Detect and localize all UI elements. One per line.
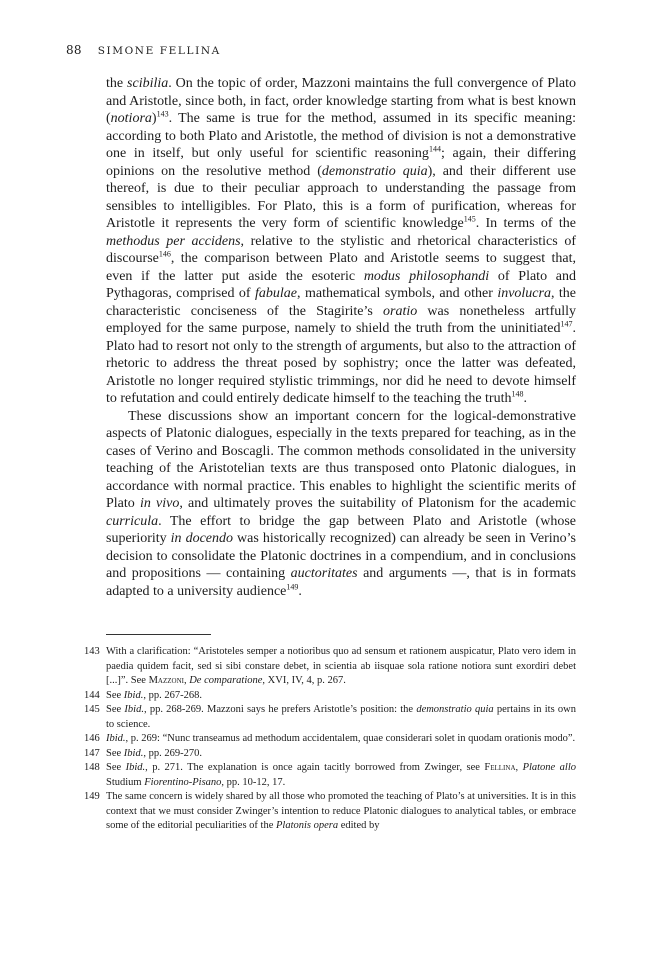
page-number: 88: [66, 43, 82, 57]
italic-text: demonstratio quia: [416, 704, 494, 715]
footnote-number: 145: [84, 704, 100, 715]
footnote-148: 148 See Ibid., p. 271. The explanation is once again tacitly borrowed from Zwinger, see Fellina, Platone allo Studium Fiorentino-Pisano, pp. 10-12, 17.: [84, 762, 576, 788]
footnote-reference[interactable]: 143: [156, 109, 169, 119]
italic-text: auctoritates: [290, 566, 358, 581]
footnote-separator: [106, 634, 211, 635]
italic-text: Platonis opera: [275, 820, 339, 831]
italic-text: Ibid.: [125, 762, 146, 773]
italic-text: in vivo: [139, 496, 180, 511]
author-name: Mazzoni: [148, 675, 184, 686]
italic-text: involucra: [497, 286, 551, 301]
footnote-number: 147: [84, 747, 100, 759]
italic-text: methodus per accidens: [106, 233, 241, 249]
italic-text: scibilia: [127, 76, 169, 91]
footnote-reference[interactable]: 146: [158, 249, 171, 259]
running-head: SIMONE FELLINA: [97, 45, 221, 57]
author-name: Fellina: [484, 762, 516, 773]
footnote-number: 149: [84, 791, 100, 802]
italic-text: Ibid.: [123, 747, 144, 759]
body-text: [106, 75, 576, 600]
paragraph-2: These discussions show an important concern for the logical-demonstrative aspects of Platonic dialogues, especially in the texts prepared for teaching, as in the cases of Verino and Boscagli. The common methods consolidated in the university teaching of the Aristotelian texts are thus transposed onto Platonic dialogues, in accordance with normal practice. This enables to highlight the scientific merits of Plato in vivo, and ultimately proves the suitability of Platonism for the academic curricula. The effort to bridge the gap between Plato and Aristotle (whose superiority in docendo was historically recognized) can already be seen in Verino’s decision to consolidate the Platonic doctrines in a compendium, and in conclusions and propositions — containing auctoritates and arguments —, that is in formats adapted to a university audience$^{149}$.: [106, 408, 577, 599]
italic-text: De comparatione: [189, 675, 263, 686]
footnote-reference[interactable]: 149: [286, 581, 299, 591]
footnote-149: 149 The same concern is widely shared by all those who promoted the teaching of Plato’s at universities. It is in this context that we must consider Zwinger’s intention to reduce Platonic dialogues to analytical tables, or embrace some of the editorial peculiarities of the Platonis opera edited by: [84, 791, 576, 831]
footnotes: [84, 645, 576, 834]
footnote-number: 148: [84, 762, 100, 773]
italic-text: Ibid.: [123, 689, 144, 701]
footnote-reference[interactable]: 147: [560, 319, 573, 329]
footnote-147: 147 See Ibid., pp. 269-270.: [84, 747, 576, 762]
footnote-144: 144 See Ibid., pp. 267-268.: [84, 689, 576, 704]
italic-text: notiora: [110, 111, 152, 126]
italic-text: fabulae: [255, 286, 298, 301]
footnote-reference[interactable]: 144: [428, 144, 441, 154]
footnote-number: 143: [84, 646, 100, 657]
footnote-143: 143 With a clarification: “Aristoteles semper a notioribus quo ad sensum et rationem auspicatur, Plato vero idem in paedia quidem facit, sed si sibi constare debet, in scientia ab iisquae sola ratione notiora sunt exordiri debet [...]”. See Mazzoni, De comparatione, XVI, IV, 4, p. 267.: [84, 646, 576, 686]
footnote-reference[interactable]: 148: [511, 389, 524, 399]
footnote-number: 146: [84, 733, 100, 744]
paragraph-1: the scibilia. On the topic of order, Mazzoni maintains the full convergence of Plato and Aristotle, since both, in fact, order knowledge starting from what is best known (notiora)$^{143}$. The same is true for the method, assumed in its specific meaning: according to both Plato and Aristotle, the method of division is not a demonstrative one in itself, but only useful for scientific reasoning$^{144}$; again, their differing opinions on the resolutive method (demonstratio quia), and their different use thereof, is due to their peculiar approach to understanding the passage from sensibles to intelligibles. For Plato, this is a form of purification, whereas for Aristotle it represents the very form of scientific knowledge$^{145}$. In terms of the methodus per accidens, relative to the stylistic and rhetorical characteristics of discourse$^{146}$, the comparison between Plato and Aristotle seems to suggest that, even if the latter put aside the esoteric modus philosophandi of Plato and Pythagoras, comprised of fabulae, mathematical symbols, and other involucra, the characteristic conciseness of the Stagirite’s oratio was nonetheless artfully employed for the same purpose, namely to shield the truth from the uninitiated$^{147}$. Plato had to resort not only to the strength of arguments, but also to the attraction of rhetoric to address the threat posed by sophistry; once the latter was defeated, Aristotle no longer required stylistic trimmings, nor did he need to devote himself to refutation and could entirely dedicate himself to the teaching the truth$^{148}$.: [106, 76, 577, 406]
italic-text: Ibid.: [106, 733, 126, 744]
footnote-145: 145 See Ibid., pp. 268-269. Mazzoni says he prefers Aristotle’s position: the demonstratio quia pertains in its own to science.: [84, 704, 576, 730]
italic-text: modus philosophandi: [363, 268, 490, 284]
footnote-146: 146 Ibid., p. 269: “Nunc transeamus ad methodum accidentalem, quae considerari solet in quodam orationis modo”.: [84, 732, 576, 747]
italic-text: in docendo: [170, 531, 234, 546]
page-header: [66, 43, 221, 57]
italic-text: curricula: [106, 513, 159, 529]
italic-text: Platone allo: [522, 762, 576, 773]
italic-text: oratio: [383, 303, 418, 319]
italic-text: Fiorentino-Pisano: [144, 776, 222, 788]
italic-text: demonstratio quia: [321, 163, 428, 179]
footnote-reference[interactable]: 145: [463, 214, 476, 224]
italic-text: Ibid.: [124, 704, 144, 715]
footnote-number: 144: [84, 689, 100, 701]
